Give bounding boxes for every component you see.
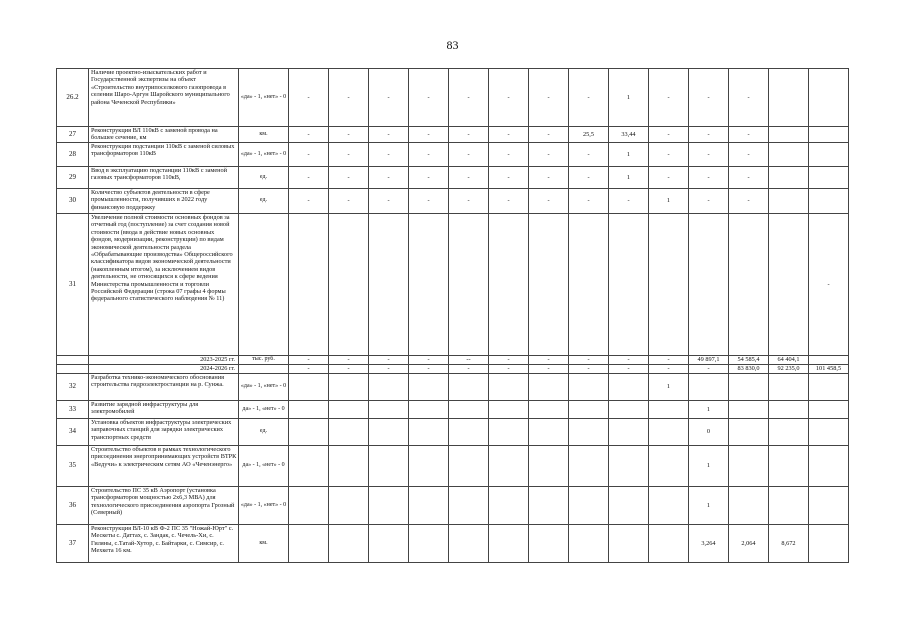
indicator-name: Строительство объектов в рамках технологического присоединения энергопринимающих устройств ВТРК «Ведучи» к электрическим сетям АО «Чеченэнерго»: [89, 446, 239, 487]
value-cell: -: [609, 189, 649, 214]
indicator-name: Количество субъектов деятельности в сфере промышленности, получивших в 2022 году финансовую поддержку: [89, 189, 239, 214]
value-cell: [809, 446, 849, 487]
value-cell: [809, 419, 849, 446]
value-cell: [769, 419, 809, 446]
value-cell: [329, 487, 369, 525]
indicator-name: Наличие проектно-изыскательских работ и Государственной экспертизы на объект «Строительство внутрипоселкового газопровода в селении Шаро-Аргун Шаройского муниципального района Чеченской Республики»: [89, 69, 239, 127]
value-cell: [769, 167, 809, 189]
value-cell: 25,5: [569, 127, 609, 143]
value-cell: -: [729, 189, 769, 214]
value-cell: [449, 487, 489, 525]
value-cell: [649, 525, 689, 563]
indicator-name: Развитие зарядной инфраструктуры для электромобилей: [89, 401, 239, 419]
unit-cell: тыс. руб.: [239, 356, 289, 365]
row-number: 31: [57, 214, 89, 356]
value-cell: -: [289, 167, 329, 189]
value-cell: [449, 374, 489, 401]
indicator-name: Строительство ПС 35 кВ Аэропорт (установка трансформаторов мощностью 2х6,3 МВА) для технологического присоединения аэропорта Грозный (Северный): [89, 487, 239, 525]
value-cell: -: [489, 127, 529, 143]
value-cell: -: [329, 143, 369, 167]
value-cell: [649, 446, 689, 487]
value-cell: -: [529, 365, 569, 374]
value-cell: [769, 143, 809, 167]
value-cell: 8,672: [769, 525, 809, 563]
value-cell: [329, 525, 369, 563]
value-cell: -: [569, 69, 609, 127]
value-cell: -: [729, 127, 769, 143]
value-cell: [809, 167, 849, 189]
value-cell: [729, 401, 769, 419]
value-cell: [809, 356, 849, 365]
value-cell: [809, 374, 849, 401]
value-cell: [329, 419, 369, 446]
table-row: [57, 127, 849, 143]
value-cell: [489, 374, 529, 401]
unit-cell: «да» - 1, «нет» - 0: [239, 374, 289, 401]
value-cell: [449, 214, 489, 356]
value-cell: [769, 127, 809, 143]
value-cell: [569, 401, 609, 419]
value-cell: -: [649, 127, 689, 143]
value-cell: [289, 487, 329, 525]
value-cell: -: [449, 189, 489, 214]
value-cell: -: [449, 167, 489, 189]
value-cell: [769, 189, 809, 214]
value-cell: [449, 446, 489, 487]
value-cell: [329, 374, 369, 401]
value-cell: [369, 401, 409, 419]
value-cell: -: [649, 356, 689, 365]
value-cell: [369, 374, 409, 401]
value-cell: [409, 214, 449, 356]
value-cell: [289, 401, 329, 419]
table-row: [57, 365, 849, 374]
value-cell: [609, 374, 649, 401]
value-cell: -: [809, 214, 849, 356]
table-row: [57, 167, 849, 189]
value-cell: [609, 446, 649, 487]
value-cell: -: [449, 365, 489, 374]
value-cell: [609, 419, 649, 446]
table-row: [57, 356, 849, 365]
period-label: 2024-2026 гг.: [89, 365, 239, 374]
unit-cell: км.: [239, 127, 289, 143]
row-number: 35: [57, 446, 89, 487]
value-cell: -: [529, 167, 569, 189]
row-number: 29: [57, 167, 89, 189]
row-number: 36: [57, 487, 89, 525]
value-cell: -: [489, 167, 529, 189]
value-cell: -: [569, 143, 609, 167]
value-cell: -: [449, 69, 489, 127]
value-cell: [609, 525, 649, 563]
value-cell: -: [649, 365, 689, 374]
value-cell: -: [289, 189, 329, 214]
row-number: 27: [57, 127, 89, 143]
value-cell: [689, 374, 729, 401]
value-cell: [729, 419, 769, 446]
value-cell: -: [729, 143, 769, 167]
value-cell: -: [289, 143, 329, 167]
indicator-name: Ввод в эксплуатацию подстанции 110кВ с заменой газовых трансформаторов 110кВ,: [89, 167, 239, 189]
value-cell: [809, 525, 849, 563]
page-number: 83: [446, 38, 459, 52]
value-cell: -: [289, 69, 329, 127]
value-cell: [289, 446, 329, 487]
value-cell: -: [409, 127, 449, 143]
value-cell: [329, 214, 369, 356]
period-label: 2023-2025 гг.: [89, 356, 239, 365]
value-cell: 1: [609, 69, 649, 127]
value-cell: [529, 419, 569, 446]
unit-cell: да» - 1, «нет» - 0: [239, 401, 289, 419]
value-cell: [489, 525, 529, 563]
value-cell: -: [329, 189, 369, 214]
value-cell: [289, 374, 329, 401]
value-cell: [769, 374, 809, 401]
value-cell: [729, 374, 769, 401]
value-cell: [409, 487, 449, 525]
value-cell: -: [689, 365, 729, 374]
value-cell: [769, 446, 809, 487]
value-cell: -: [289, 365, 329, 374]
value-cell: 0: [689, 419, 729, 446]
unit-cell: [239, 214, 289, 356]
value-cell: -: [609, 356, 649, 365]
value-cell: [409, 446, 449, 487]
value-cell: [649, 487, 689, 525]
value-cell: -: [649, 69, 689, 127]
unit-cell: «да» - 1, «нет» - 0: [239, 143, 289, 167]
value-cell: -: [369, 189, 409, 214]
value-cell: [449, 401, 489, 419]
value-cell: -: [369, 167, 409, 189]
value-cell: [529, 214, 569, 356]
value-cell: [409, 374, 449, 401]
value-cell: [489, 446, 529, 487]
value-cell: 54 585,4: [729, 356, 769, 365]
value-cell: [769, 69, 809, 127]
value-cell: [449, 419, 489, 446]
value-cell: [569, 525, 609, 563]
value-cell: [529, 401, 569, 419]
value-cell: -: [409, 69, 449, 127]
value-cell: 1: [649, 374, 689, 401]
value-cell: -: [729, 167, 769, 189]
value-cell: [769, 214, 809, 356]
table-row: [57, 374, 849, 401]
value-cell: [369, 487, 409, 525]
value-cell: 1: [689, 446, 729, 487]
value-cell: -: [729, 69, 769, 127]
value-cell: -: [689, 189, 729, 214]
value-cell: 1: [689, 401, 729, 419]
value-cell: [609, 487, 649, 525]
value-cell: -: [529, 127, 569, 143]
value-cell: [409, 419, 449, 446]
row-number: 33: [57, 401, 89, 419]
value-cell: [809, 69, 849, 127]
value-cell: 1: [649, 189, 689, 214]
value-cell: -: [329, 167, 369, 189]
value-cell: [609, 214, 649, 356]
value-cell: -: [329, 127, 369, 143]
value-cell: -: [449, 143, 489, 167]
row-number: 28: [57, 143, 89, 167]
unit-cell: ед.: [239, 419, 289, 446]
unit-cell: да» - 1, «нет» - 0: [239, 446, 289, 487]
unit-cell: «да» - 1, «нет» - 0: [239, 69, 289, 127]
value-cell: -: [689, 167, 729, 189]
table-row: [57, 69, 849, 127]
row-number: 32: [57, 374, 89, 401]
indicators-table: [56, 68, 849, 563]
value-cell: [809, 401, 849, 419]
value-cell: [529, 446, 569, 487]
value-cell: -: [489, 143, 529, 167]
value-cell: [649, 214, 689, 356]
row-number: 26.2: [57, 69, 89, 127]
row-number: 34: [57, 419, 89, 446]
value-cell: 1: [609, 143, 649, 167]
indicator-name: Реконструкция ВЛ-10 кВ Ф-2 ПС 35 "Ножай-Юрт" с. Мескеты с. Даттах, с. Зандак, с. Чечель-Хи, с. Гиляны, с.Татай-Хутор, с. Байтарки, с. Симсир, с. Мехкета 16 км.: [89, 525, 239, 563]
value-cell: 64 404,1: [769, 356, 809, 365]
value-cell: [769, 401, 809, 419]
value-cell: [689, 214, 729, 356]
value-cell: 83 830,0: [729, 365, 769, 374]
value-cell: -: [409, 189, 449, 214]
value-cell: [489, 401, 529, 419]
value-cell: -: [409, 167, 449, 189]
table-row: [57, 446, 849, 487]
value-cell: -: [569, 167, 609, 189]
value-cell: -: [569, 189, 609, 214]
value-cell: -: [529, 189, 569, 214]
value-cell: [489, 487, 529, 525]
table-row: [57, 419, 849, 446]
value-cell: -: [689, 143, 729, 167]
value-cell: 49 897,1: [689, 356, 729, 365]
table-row: [57, 525, 849, 563]
value-cell: -: [489, 356, 529, 365]
value-cell: -: [329, 356, 369, 365]
table-row: [57, 401, 849, 419]
value-cell: [449, 525, 489, 563]
value-cell: -: [609, 365, 649, 374]
value-cell: -: [529, 69, 569, 127]
value-cell: 33,44: [609, 127, 649, 143]
indicator-name: Увеличение полной стоимости основных фондов за отчетный год (поступление) за счет создания новой стоимости (ввода в действие новых основных фондов, модернизации, реконструкции) по видам экономической деятельности раздела «Обрабатывающие производства» Общероссийского классификатора видов экономической деятельности (накопленным итогом), за исключением видов деятельности, не относящихся к сфере ведения Министерства промышленности и торговли Российской Федерации (строка 07 графы 4 формы федерального статистического наблюдения № 11): [89, 214, 239, 356]
value-cell: -: [489, 69, 529, 127]
value-cell: [289, 214, 329, 356]
value-cell: -: [569, 356, 609, 365]
value-cell: -: [649, 143, 689, 167]
value-cell: 1: [609, 167, 649, 189]
unit-cell: «да» - 1, «нет» - 0: [239, 487, 289, 525]
indicator-name: Разработка технико-экономического обоснования строительства гидроэлектростанции на р. Сунжа.: [89, 374, 239, 401]
value-cell: [329, 446, 369, 487]
value-cell: [369, 419, 409, 446]
value-cell: [529, 487, 569, 525]
value-cell: -: [649, 167, 689, 189]
table-row: [57, 143, 849, 167]
row-number: [57, 365, 89, 374]
value-cell: -: [449, 127, 489, 143]
value-cell: -: [289, 356, 329, 365]
value-cell: -: [409, 365, 449, 374]
value-cell: [569, 419, 609, 446]
value-cell: [569, 487, 609, 525]
value-cell: -: [369, 69, 409, 127]
row-number: [57, 356, 89, 365]
value-cell: [489, 214, 529, 356]
value-cell: -: [409, 143, 449, 167]
value-cell: [569, 446, 609, 487]
value-cell: 1: [689, 487, 729, 525]
value-cell: --: [449, 356, 489, 365]
value-cell: [569, 214, 609, 356]
unit-cell: км.: [239, 525, 289, 563]
value-cell: -: [689, 69, 729, 127]
value-cell: -: [489, 365, 529, 374]
value-cell: -: [369, 143, 409, 167]
value-cell: -: [569, 365, 609, 374]
value-cell: [769, 487, 809, 525]
value-cell: [289, 419, 329, 446]
value-cell: [289, 525, 329, 563]
value-cell: [649, 419, 689, 446]
value-cell: -: [689, 127, 729, 143]
value-cell: [529, 374, 569, 401]
value-cell: [649, 401, 689, 419]
value-cell: -: [409, 356, 449, 365]
value-cell: -: [369, 127, 409, 143]
value-cell: [329, 401, 369, 419]
unit-cell: [239, 365, 289, 374]
value-cell: [729, 487, 769, 525]
row-number: 37: [57, 525, 89, 563]
value-cell: [529, 525, 569, 563]
value-cell: [369, 525, 409, 563]
value-cell: [369, 214, 409, 356]
value-cell: 2,064: [729, 525, 769, 563]
value-cell: [409, 401, 449, 419]
value-cell: -: [529, 143, 569, 167]
indicator-name: Реконструкция подстанции 110кВ с заменой силовых трансформаторов 110кВ: [89, 143, 239, 167]
value-cell: [409, 525, 449, 563]
value-cell: -: [369, 365, 409, 374]
value-cell: [809, 127, 849, 143]
value-cell: -: [329, 365, 369, 374]
value-cell: 92 235,0: [769, 365, 809, 374]
value-cell: -: [369, 356, 409, 365]
value-cell: -: [289, 127, 329, 143]
value-cell: [729, 214, 769, 356]
value-cell: [809, 143, 849, 167]
indicator-name: Реконструкция ВЛ 110кВ с заменой провода на большее сечение, км: [89, 127, 239, 143]
value-cell: [729, 446, 769, 487]
value-cell: [809, 189, 849, 214]
value-cell: [609, 401, 649, 419]
table-row: [57, 189, 849, 214]
value-cell: -: [529, 356, 569, 365]
value-cell: [489, 419, 529, 446]
value-cell: [569, 374, 609, 401]
value-cell: [369, 446, 409, 487]
unit-cell: ед.: [239, 189, 289, 214]
value-cell: -: [329, 69, 369, 127]
table-row: [57, 214, 849, 356]
row-number: 30: [57, 189, 89, 214]
unit-cell: ед.: [239, 167, 289, 189]
value-cell: 101 458,5: [809, 365, 849, 374]
table-row: [57, 487, 849, 525]
indicator-name: Установка объектов инфраструктуры электрических заправочных станций для зарядки электрических транспортных средств: [89, 419, 239, 446]
value-cell: 3,264: [689, 525, 729, 563]
value-cell: [809, 487, 849, 525]
value-cell: -: [489, 189, 529, 214]
